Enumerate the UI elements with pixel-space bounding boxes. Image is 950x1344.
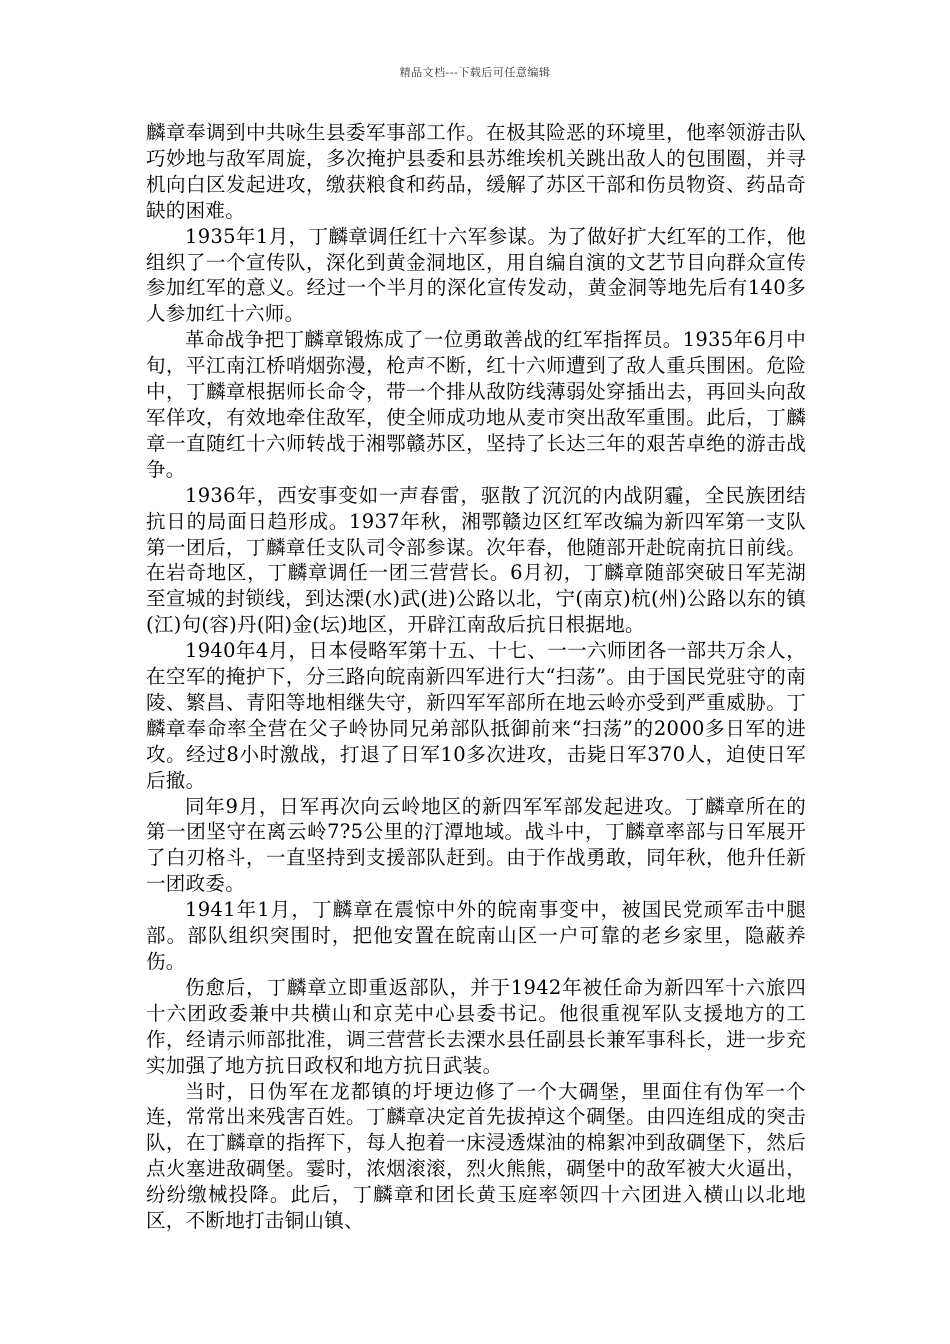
paragraph: 同年9月，日军再次向云岭地区的新四军军部发起进攻。丁麟章所在的第一团坚守在离云岭7?5公里的汀潭地域。战斗中，丁麟章率部与日军展开了白刃格斗，一直坚持到支援部队赶到。由于作战勇敢，同年秋，他升任新一团政委。 [146,794,806,896]
page-header: 精品文档---下载后可任意编辑 [399,66,551,79]
paragraph: 麟章奉调到中共咏生县委军事部工作。在极其险恶的环境里，他率领游击队巧妙地与敌军周旋，多次掩护县委和县苏维埃机关跳出敌人的包围圈，并寻机向白区发起进攻，缴获粮食和药品，缓解了苏区干部和伤员物资、药品奇缺的困难。 [146,121,806,222]
paragraph: 当时，日伪军在龙都镇的圩埂边修了一个大碉堡，里面住有伪军一个连，常常出来残害百姓。丁麟章决定首先拔掉这个碉堡。由四连组成的突击队，在丁麟章的指挥下，每人抱着一床浸透煤油的棉絮冲到敌碉堡下，然后点火塞进敌碉堡。霎时，浓烟滚滚，烈火熊熊，碉堡中的敌军被大火逼出，纷纷缴械投降。此后，丁麟章和团长黄玉庭率领四十六团进入横山以北地区，不断地打击铜山镇、 [146,1079,806,1233]
paragraph: 革命战争把丁麟章锻炼成了一位勇敢善战的红军指挥员。1935年6月中旬，平江南江桥哨烟弥漫，枪声不断，红十六师遭到了敌人重兵围困。危险中，丁麟章根据师长命令，带一个排从敌防线薄弱处穿插出去，再回头向敌军佯攻，有效地牵住敌军，使全师成功地从麦市突出敌军重围。此后，丁麟章一直随红十六师转战于湘鄂赣苏区，坚持了长达三年的艰苦卓绝的游击战争。 [146,328,806,481]
article-body [146,120,806,1234]
paragraph: 1936年，西安事变如一声春雷，驱散了沉沉的内战阴霾，全民族团结抗日的局面日趋形成。1937年秋，湘鄂赣边区红军改编为新四军第一支队第一团后，丁麟章任支队司令部参谋。次年春，他随部开赴皖南抗日前线。在岩奇地区，丁麟章调任一团三营营长。6月初，丁麟章随部突破日军芜湖至宣城的封锁线，到达溧(水)武(进)公路以北，宁(南京)杭(州)公路以东的镇(江)句(容)丹(阳)金(坛)地区，开辟江南敌后抗日根据地。 [146,483,806,637]
paragraph: 1935年1月，丁麟章调任红十六军参谋。为了做好扩大红军的工作，他组织了一个宣传队，深化到黄金洞地区，用自编自演的文艺节目向群众宣传参加红军的意义。经过一个半月的深化宣传发动，黄金洞等地先后有140多人参加红十六师。 [146,224,806,326]
paragraph: 伤愈后，丁麟章立即重返部队，并于1942年被任命为新四军十六旅四十六团政委兼中共横山和京芜中心县委书记。他很重视军队支援地方的工作，经请示师部批准，调三营营长去溧水县任副县长兼军事科长，进一步充实加强了地方抗日政权和地方抗日武装。 [146,975,806,1077]
paragraph: 1941年1月，丁麟章在震惊中外的皖南事变中，被国民党顽军击中腿部。部队组织突围时，把他安置在皖南山区一户可靠的老乡家里，隐蔽养伤。 [146,898,806,973]
paragraph: 1940年4月，日本侵略军第十五、十七、一一六师团各一部共万余人，在空军的掩护下，分三路向皖南新四军进行大“扫荡”。由于国民党驻守的南陵、繁昌、青阳等地相继失守，新四军军部所在地云岭亦受到严重威胁。丁麟章奉命率全营在父子岭协同兄弟部队抵御前来“扫荡”的2000多日军的进攻。经过8小时激战，打退了日军10多次进攻，击毙日军370人，迫使日军后撤。 [146,639,806,792]
